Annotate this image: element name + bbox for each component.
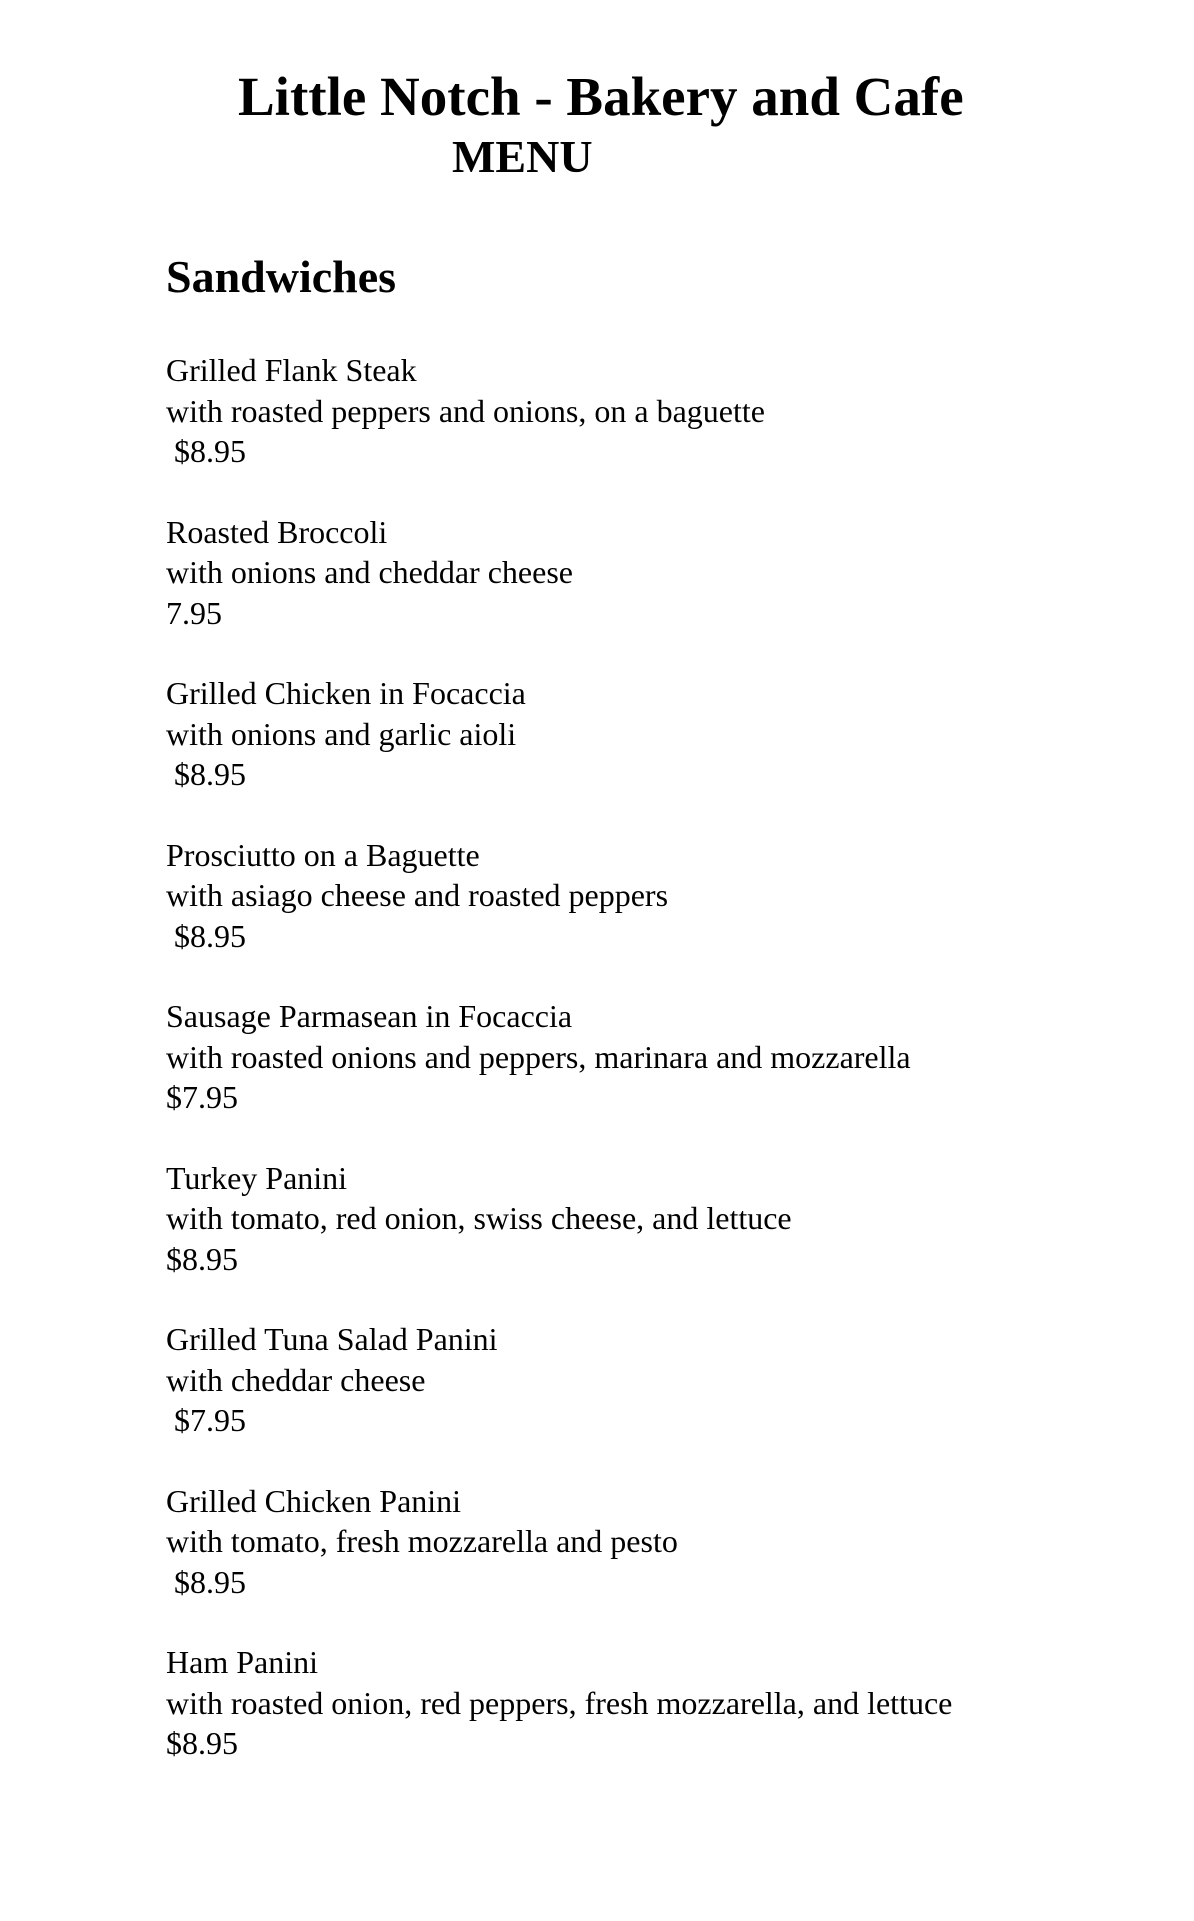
item-name: Ham Panini (166, 1644, 318, 1680)
item-price: $8.95 (166, 433, 246, 469)
item-name: Turkey Panini (166, 1159, 348, 1196)
menu-item (166, 996, 1126, 1158)
item-price: $8.95 (166, 756, 246, 792)
menu-subtitle: MENU (452, 131, 593, 182)
menu-item (166, 1642, 1126, 1804)
item-name: Prosciutto on a Baguette (166, 836, 480, 873)
item-price: $7.95 (166, 1079, 238, 1115)
item-price: $8.95 (166, 917, 246, 954)
item-price: $8.95 (166, 1725, 238, 1761)
item-description: with roasted peppers and onions, on a baguette (166, 392, 765, 429)
menu-item (166, 1319, 1126, 1481)
item-name: Grilled Chicken Panini (166, 1482, 462, 1519)
item-description: with roasted onion, red peppers, fresh mozzarella, and lettuce (166, 1684, 953, 1721)
item-price: $8.95 (166, 1240, 238, 1277)
menu-item (166, 1481, 1126, 1643)
item-price: $7.95 (166, 1402, 246, 1438)
item-price: $8.95 (166, 1563, 246, 1600)
item-price: 7.95 (166, 594, 222, 631)
menu-item (166, 673, 1126, 835)
menu-title: Little Notch - Bakery and Cafe (238, 66, 964, 127)
sandwich-list (166, 350, 1126, 1804)
menu-item (166, 350, 1126, 512)
item-description: with onions and garlic aioli (166, 715, 517, 752)
item-name: Grilled Chicken in Focaccia (166, 675, 526, 711)
section-heading-sandwiches: Sandwiches (166, 251, 397, 302)
menu-item (166, 835, 1126, 997)
item-name: Grilled Flank Steak (166, 352, 417, 388)
item-description: with cheddar cheese (166, 1361, 426, 1398)
item-description: with onions and cheddar cheese (166, 554, 573, 590)
item-description: with tomato, fresh mozzarella and pesto (166, 1523, 678, 1559)
item-name: Sausage Parmasean in Focaccia (166, 998, 573, 1034)
item-description: with roasted onions and peppers, marinara and mozzarella (166, 1038, 911, 1075)
item-description: with tomato, red onion, swiss cheese, and lettuce (166, 1200, 792, 1236)
menu-item (166, 512, 1126, 674)
item-description: with asiago cheese and roasted peppers (166, 877, 669, 913)
item-name: Roasted Broccoli (166, 513, 388, 550)
item-name: Grilled Tuna Salad Panini (166, 1321, 498, 1357)
menu-item (166, 1158, 1126, 1320)
